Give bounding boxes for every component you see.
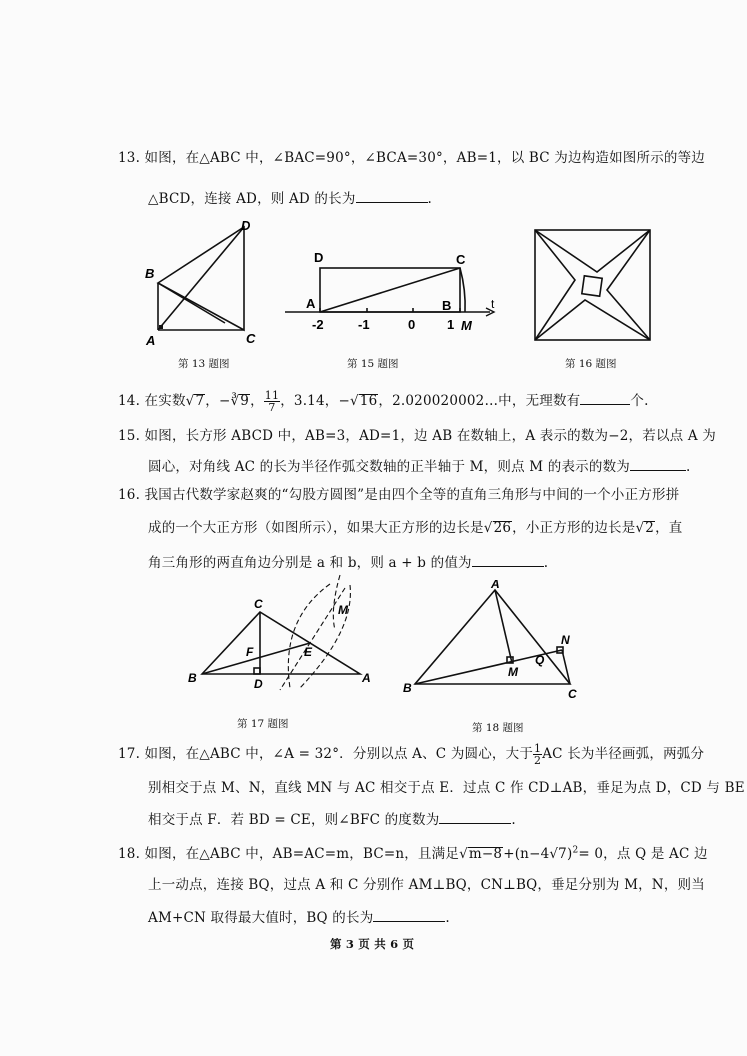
fig18-caption: 第 18 题图	[472, 722, 524, 734]
fig13-caption: 第 13 题图	[178, 358, 230, 370]
q15-line2: 圆心，对角线 AC 的长为半径作弧交数轴的正半轴于 M，则点 M 的表示的数为 .	[148, 459, 691, 475]
label-M: M	[508, 665, 518, 679]
page-footer: 第 3 页 共 6 页	[330, 937, 415, 951]
q14-line: 14. 在实数√7，−∛9， $\frac{11}{7}$ ，3.14，−√16，2.020020002…中，无理数有 个.	[118, 389, 649, 414]
label-D: D	[314, 250, 324, 265]
answer-blank[interactable]	[630, 458, 686, 471]
q17-line1: 17. 如图，在△ABC 中，∠A = 32°．分别以点 A、C 为圆心，大于 $\frac{1}{2}$ AC 长为半径画弧，两弧分	[118, 742, 705, 767]
label-t: t	[491, 297, 495, 311]
answer-blank[interactable]	[356, 190, 428, 203]
figure-17	[180, 570, 380, 695]
answer-blank[interactable]	[439, 811, 511, 824]
label-D: D	[254, 677, 263, 691]
label-Q: Q	[535, 653, 545, 667]
label-C: C	[456, 252, 466, 267]
fig15-caption: 第 15 题图	[347, 358, 399, 370]
tick-label: 1	[447, 317, 455, 332]
answer-blank[interactable]	[472, 554, 544, 567]
tick-label: -1	[358, 317, 370, 332]
figure-15	[280, 240, 505, 340]
tick-label: -2	[312, 317, 324, 332]
fraction: $\frac{11}{7}$	[264, 389, 280, 414]
q16-line3: 角三角形的两直角边分别是 a 和 b，则 a + b 的值为 .	[148, 555, 549, 571]
fig16-caption: 第 16 题图	[565, 358, 617, 370]
label-B: B	[403, 681, 412, 695]
figure-18	[400, 580, 590, 700]
label-B: B	[145, 266, 155, 281]
figure-13	[140, 215, 270, 350]
label-A: A	[306, 296, 316, 311]
q16-line1: 16. 我国古代数学家赵爽的“勾股方圆图”是由四个全等的直角三角形与中间的一个小正方形拼	[118, 487, 680, 503]
q17-line2: 别相交于点 M、N，直线 MN 与 AC 相交于点 E．过点 C 作 CD⊥AB，垂足为点 D，CD 与 BE	[148, 780, 745, 796]
answer-blank[interactable]	[373, 909, 445, 922]
label-E: E	[304, 645, 313, 659]
q13-line1: 13. 如图，在△ABC 中，∠BAC=90°，∠BCA=30°，AB=1，以 BC 为边构造如图所示的等边	[118, 150, 705, 166]
figure-16	[525, 225, 660, 345]
tick-label: 0	[408, 317, 416, 332]
label-D: D	[241, 218, 251, 233]
q17-line3: 相交于点 F．若 BD = CE，则∠BFC 的度数为 .	[148, 812, 516, 828]
q18-line1: 18. 如图，在△ABC 中，AB=AC=m，BC=n，且满足$√m-8+(n-4√7)^2= 0$，点 Q 是 AC 边	[118, 845, 708, 862]
answer-blank[interactable]	[580, 392, 630, 405]
label-A: A	[362, 671, 371, 685]
label-C: C	[254, 597, 263, 611]
q13-line2: △BCD，连接 AD，则 AD 的长为 .	[148, 191, 433, 207]
label-M: M	[461, 318, 472, 333]
label-B: B	[188, 671, 197, 685]
q18-line2: 上一动点，连接 BQ，过点 A 和 C 分别作 AM⊥BQ，CN⊥BQ，垂足分别为 M，N，则当	[148, 877, 705, 893]
label-A: A	[146, 333, 156, 348]
label-A: A	[491, 580, 500, 591]
label-F: F	[246, 645, 254, 659]
q16-line2: 成的一个大正方形（如图所示），如果大正方形的边长是√26，小正方形的边长是√2，直	[148, 520, 683, 536]
q18-line3: AM+CN 取得最大值时，BQ 的长为 .	[148, 910, 450, 926]
label-M: M	[338, 603, 348, 617]
label-B: B	[442, 298, 452, 313]
label-N: N	[561, 633, 570, 647]
label-C: C	[246, 331, 256, 346]
fraction: $\frac{1}{2}$	[534, 742, 542, 767]
label-C: C	[568, 687, 577, 700]
q15-line1: 15. 如图，长方形 ABCD 中，AB=3，AD=1，边 AB 在数轴上，A 表示的数为−2，若以点 A 为	[118, 428, 716, 444]
fig17-caption: 第 17 题图	[237, 718, 289, 730]
